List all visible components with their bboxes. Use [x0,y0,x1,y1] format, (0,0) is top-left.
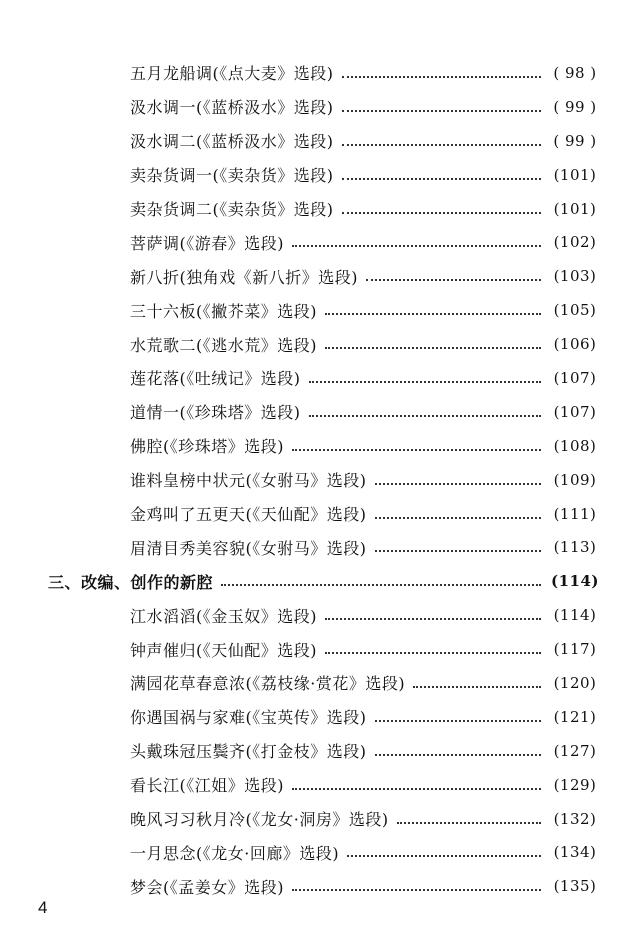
toc-entry-page: (129) [553,775,597,794]
dot-leader [375,517,542,519]
toc-entry[interactable] [0,530,631,564]
toc-entry-title: 梦会(《孟姜女》选段) [130,877,284,897]
toc-entry-page: (108) [553,436,597,455]
dot-leader [309,415,542,417]
toc-entry-title: 菩萨调(《游春》选段) [130,233,284,253]
dot-leader [292,889,541,891]
toc-entry[interactable] [0,598,631,632]
toc-entry-page: (107) [553,402,597,421]
dot-leader [413,686,541,688]
dot-leader [292,449,541,451]
toc-entry-page: (132) [553,809,597,828]
toc-entry-title: 卖杂货调二(《卖杂货》选段) [130,200,334,219]
toc-entry-title: 看长江(《江姐》选段) [130,776,284,796]
toc-entry-title: 钟声催归(《天仙配》选段) [130,640,317,660]
table-of-contents [0,56,631,903]
dot-leader [342,144,542,146]
toc-entry-page: (121) [553,707,597,726]
toc-entry[interactable] [0,395,631,429]
toc-entry-page: (114) [553,606,597,625]
toc-entry-page: (127) [553,741,597,760]
dot-leader [292,245,541,247]
toc-entry-title: 卖杂货调一(《卖杂货》选段) [130,166,334,186]
toc-entry[interactable] [0,56,631,90]
dot-leader [342,178,542,180]
toc-entry[interactable] [0,700,631,734]
toc-entry-page: (106) [553,335,597,354]
toc-entry[interactable] [0,463,631,497]
toc-entry[interactable] [0,90,631,124]
toc-entry-title: 你遇国祸与家难(《宝英传》选段) [130,708,367,728]
dot-leader [347,855,541,857]
toc-entry-title: 谁料皇榜中状元(《女驸马》选段) [130,471,367,491]
dot-leader [309,381,542,383]
dot-leader [397,822,541,824]
toc-section-title: 三、改编、创作的新腔 [48,572,214,592]
toc-entry[interactable] [0,124,631,158]
toc-entry-page: ( 99 ) [553,131,597,150]
toc-entry[interactable] [0,835,631,869]
toc-entry-title: 头戴珠冠压鬓齐(《打金枝》选段) [130,742,367,762]
toc-entry-page: (102) [553,233,597,252]
toc-entry-page: (117) [553,640,597,659]
dot-leader [325,347,541,349]
toc-entry[interactable] [0,293,631,327]
toc-entry-title: 晚风习习秋月冷(《龙女·洞房》选段) [130,810,389,830]
toc-entry[interactable] [0,225,631,259]
dot-leader [342,76,542,78]
dot-leader [342,110,542,112]
toc-entry-title: 五月龙船调(《点大麦》选段) [130,64,334,84]
toc-entry-page: (109) [553,470,597,489]
toc-entry-title: 一月思念(《龙女·回廊》选段) [130,843,340,863]
toc-entry-title: 新八折(独角戏《新八折》选段) [130,267,358,287]
toc-entry-title: 三十六板(《撇芥菜》选段) [130,301,317,321]
toc-entry-page: (101) [553,165,597,184]
page-number: 4 [38,898,48,917]
dot-leader [342,212,542,214]
toc-entry-title: 江水滔滔(《金玉奴》选段) [130,606,317,626]
toc-entry-page: (111) [553,504,597,523]
toc-entry[interactable] [0,158,631,192]
toc-entry-title: 水荒歌二(《逃水荒》选段) [130,335,317,355]
toc-entry[interactable] [0,869,631,903]
toc-entry[interactable] [0,802,631,836]
toc-entry-title: 金鸡叫了五更天(《天仙配》选段) [130,505,367,525]
toc-entry-title: 莲花落(《吐绒记》选段) [130,369,301,389]
toc-entry[interactable] [0,259,631,293]
dot-leader [375,483,542,485]
dot-leader [325,313,541,315]
toc-entry-page: (134) [553,843,597,862]
toc-entry-title: 满园花草春意浓(《荔枝缘·赏花》选段) [130,674,406,694]
toc-section-heading[interactable] [0,564,631,598]
dot-leader [366,279,541,281]
toc-entry-title: 汲水调二(《蓝桥汲水》选段) [130,132,334,152]
dot-leader [292,788,541,790]
dot-leader [375,754,542,756]
dot-leader [325,652,541,654]
dot-leader [375,550,542,552]
toc-entry[interactable] [0,666,631,700]
toc-entry[interactable] [0,327,631,361]
toc-entry-page: (113) [553,538,597,557]
dot-leader [325,618,541,620]
toc-entry[interactable] [0,497,631,531]
toc-entry-page: (105) [553,301,597,320]
dot-leader [375,720,542,722]
dot-leader [221,584,541,586]
toc-entry-title: 道情一(《珍珠塔》选段) [130,403,301,423]
toc-entry-title: 眉清目秀美容貌(《女驸马》选段) [130,538,367,558]
toc-entry-page: (120) [553,673,597,692]
toc-entry-title: 汲水调一(《蓝桥汲水》选段) [130,98,334,118]
toc-entry-page: ( 98 ) [553,63,597,82]
toc-entry[interactable] [0,361,631,395]
toc-entry-page: (103) [553,267,597,286]
toc-entry[interactable] [0,192,631,226]
toc-entry[interactable] [0,632,631,666]
toc-entry-page: ( 99 ) [553,97,597,116]
toc-entry-title: 佛腔(《珍珠塔》选段) [130,437,284,457]
toc-entry-page: (135) [553,877,597,896]
toc-entry[interactable] [0,734,631,768]
toc-entry[interactable] [0,768,631,802]
toc-entry-page: (101) [553,199,597,218]
toc-entry-page: (114) [550,572,599,591]
toc-entry-page: (107) [553,368,597,387]
toc-entry[interactable] [0,429,631,463]
